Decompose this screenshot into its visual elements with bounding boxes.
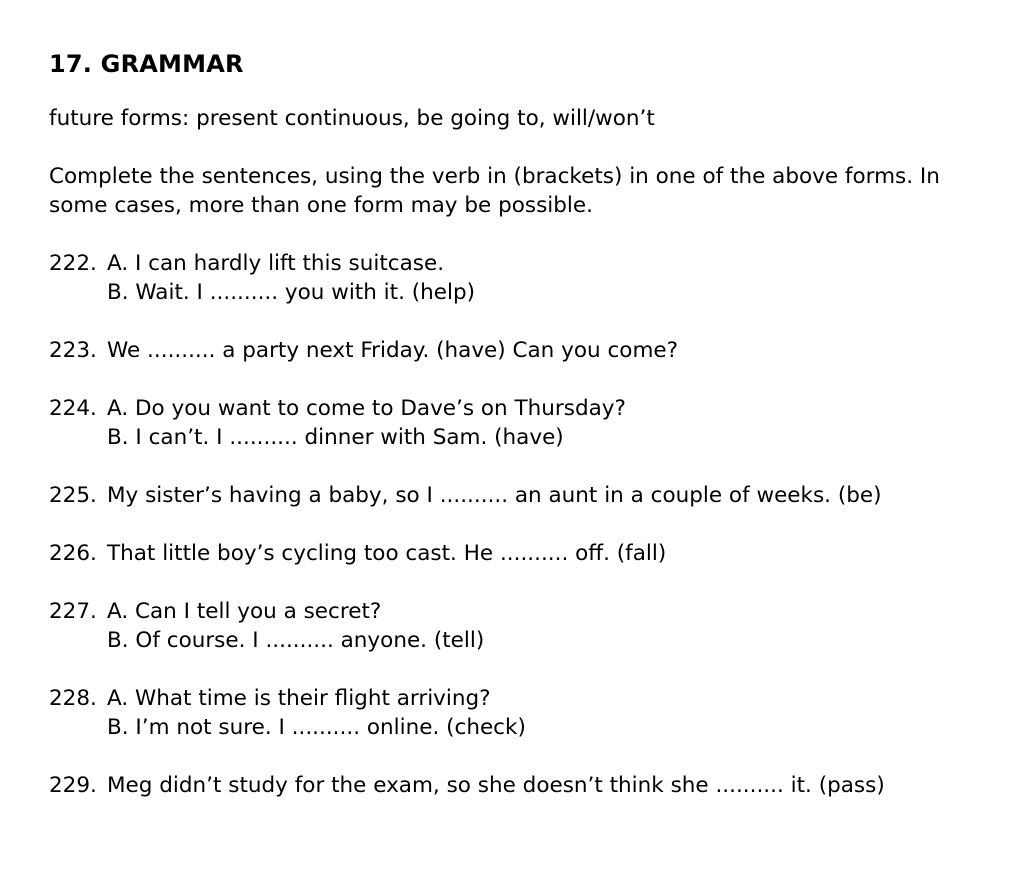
- exercise-item-227: [49, 597, 979, 655]
- item-number: 228.: [49, 686, 97, 711]
- item-text: [107, 684, 979, 742]
- dialogue-line-a: A. What time is their flight arriving?: [107, 686, 491, 711]
- exercise-item-226: [49, 539, 979, 568]
- item-number: 229.: [49, 773, 97, 798]
- sentence-line: My sister’s having a baby, so I .......... an aunt in a couple of weeks. (be): [107, 483, 882, 508]
- dialogue-line-a: A. Do you want to come to Dave’s on Thursday?: [107, 396, 626, 421]
- item-text: [107, 336, 979, 365]
- dialogue-line-b: B. I can’t. I .......... dinner with Sam. (have): [107, 425, 564, 450]
- exercise-list: [49, 249, 979, 800]
- item-number: 224.: [49, 396, 97, 421]
- dialogue-line-b: B. I’m not sure. I .......... online. (check): [107, 715, 526, 740]
- item-text: [107, 249, 979, 307]
- item-text: [107, 597, 979, 655]
- item-number: 222.: [49, 251, 97, 276]
- worksheet-page: [49, 46, 979, 800]
- exercise-item-224: [49, 394, 979, 452]
- dialogue-line-b: B. Wait. I .......... you with it. (help): [107, 280, 476, 305]
- item-number: 225.: [49, 483, 97, 508]
- dialogue-line-b: B. Of course. I .......... anyone. (tell): [107, 628, 485, 653]
- item-number: 223.: [49, 338, 97, 363]
- exercise-item-222: [49, 249, 979, 307]
- item-text: [107, 539, 979, 568]
- item-text: [107, 394, 979, 452]
- section-heading: 17. GRAMMAR: [49, 50, 244, 78]
- exercise-item-228: [49, 684, 979, 742]
- dialogue-line-a: A. Can I tell you a secret?: [107, 599, 382, 624]
- sentence-line: Meg didn’t study for the exam, so she doesn’t think she .......... it. (pass): [107, 773, 885, 798]
- item-number: 226.: [49, 541, 97, 566]
- exercise-item-223: [49, 336, 979, 365]
- sentence-line: We .......... a party next Friday. (have) Can you come?: [107, 338, 679, 363]
- exercise-instructions: Complete the sentences, using the verb in (brackets) in one of the above forms. In some cases, more than one form may be possible.: [49, 164, 940, 218]
- grammar-topic: future forms: present continuous, be going to, will/won’t: [49, 106, 655, 131]
- item-text: [107, 481, 979, 510]
- exercise-item-225: [49, 481, 979, 510]
- dialogue-line-a: A. I can hardly lift this suitcase.: [107, 251, 445, 276]
- item-text: [107, 771, 979, 800]
- exercise-item-229: [49, 771, 979, 800]
- sentence-line: That little boy’s cycling too cast. He .......... off. (fall): [107, 541, 667, 566]
- item-number: 227.: [49, 599, 97, 624]
